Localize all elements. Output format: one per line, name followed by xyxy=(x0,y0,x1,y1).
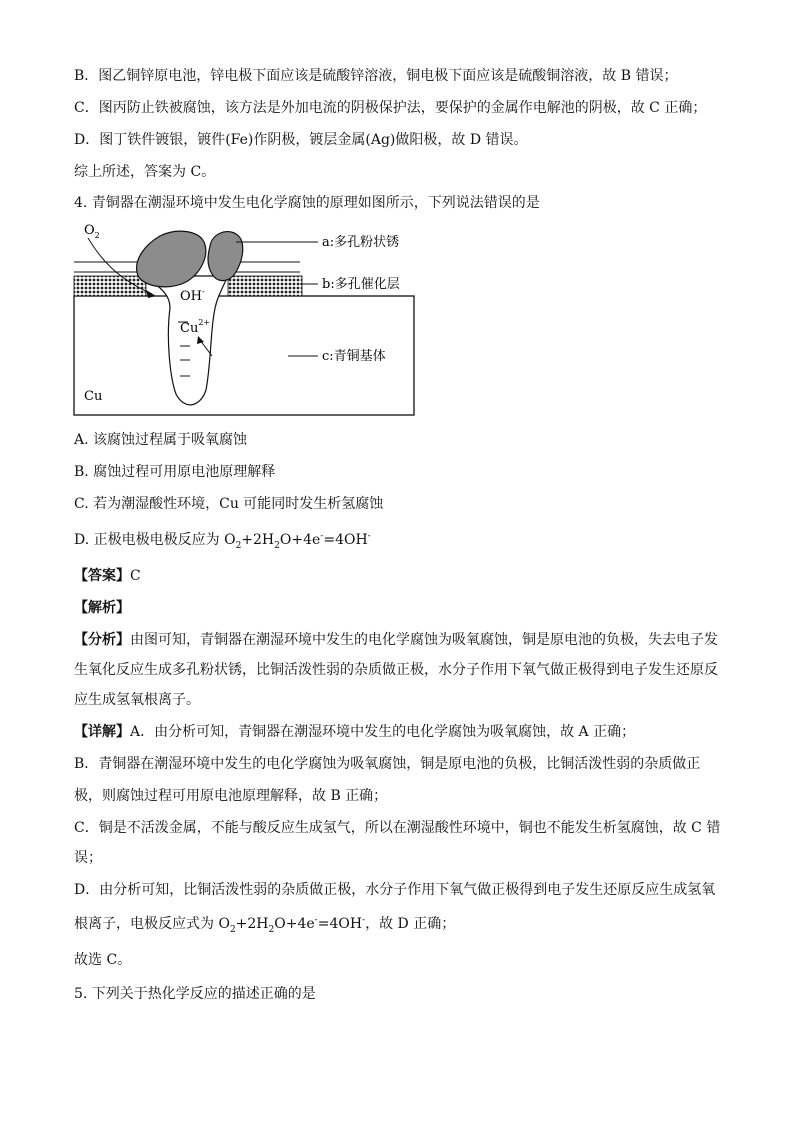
conclusion-line: 综上所述，答案为 C。 xyxy=(74,164,216,180)
corrosion-diagram xyxy=(60,218,420,420)
analysis-para-1: 【分析】由图可知，青铜器在潮湿环境中发生的电化学腐蚀为吸氧腐蚀，铜是原电池的负极，失去电子发 xyxy=(74,632,718,648)
cu-label: Cu xyxy=(84,389,103,404)
detail-d-2: 根离子，电极反应式为 $O_2+2H_2O+4e^-=4OH^-$，故 D 正确； xyxy=(74,915,456,935)
analysis-heading: 【解析】 xyxy=(74,600,130,616)
detail-c-2: 误； xyxy=(74,850,102,866)
analysis-para-3: 应生成氢氧根离子。 xyxy=(74,692,200,708)
explanation-line-b: B．图乙铜锌原电池，锌电极下面应该是硫酸锌溶液，铜电极下面应该是硫酸铜溶液，故 B 错误； xyxy=(74,68,678,84)
porous-catalytic-layer xyxy=(228,276,302,296)
answer-line: 【答案】C xyxy=(74,568,141,584)
option-c: C. 若为潮湿酸性环境，Cu 可能同时发生析氢腐蚀 xyxy=(74,496,384,512)
option-d: D. 正极电极电极反应为 $O_2+2H_2O+4e^-=4OH^-$ xyxy=(74,531,371,551)
label-c: c:青铜基体 xyxy=(322,349,386,364)
o2-label: $O_2$ xyxy=(84,223,100,240)
detail-a: 【详解】A．由分析可知，青铜器在潮湿环境中发生的电化学腐蚀为吸氧腐蚀，故 A 正确； xyxy=(74,724,636,740)
label-a: a:多孔粉状锈 xyxy=(322,235,400,250)
cu2-label: $Cu^{2+}$ xyxy=(180,318,211,336)
analysis-para-2: 生氧化反应生成多孔粉状锈，比铜活泼性弱的杂质做正极，水分子作用下氧气做正极得到电子发生还原反 xyxy=(74,662,718,678)
detail-c-1: C．铜是不活泼金属，不能与酸反应生成氢气，所以在潮湿酸性环境中，铜也不能发生析氢腐蚀，故 C 错 xyxy=(74,820,721,836)
question-4-stem: 4. 青铜器在潮湿环境中发生电化学腐蚀的原理如图所示，下列说法错误的是 xyxy=(74,195,540,211)
detail-d-1: D．由分析可知，比铜活泼性弱的杂质做正极，水分子作用下氧气做正极得到电子发生还原反应生成氢氧 xyxy=(74,882,716,898)
oh-label: OH- xyxy=(180,287,205,304)
question-5-stem: 5. 下列关于热化学反应的描述正确的是 xyxy=(74,986,316,1002)
explanation-line-c: C．图丙防止铁被腐蚀，该方法是外加电流的阴极保护法，要保护的金属作电解池的阴极，故 C 正确； xyxy=(74,100,707,116)
final-choice: 故选 C。 xyxy=(74,952,132,968)
detail-b-1: B．青铜器在潮湿环境中发生的电化学腐蚀为吸氧腐蚀，铜是原电池的负极，比铜活泼性弱的杂质做正 xyxy=(74,756,701,772)
option-a: A. 该腐蚀过程属于吸氧腐蚀 xyxy=(74,432,248,448)
porous-rust-right xyxy=(208,232,243,281)
explanation-line-d: D．图丁铁件镀银，镀件(Fe)作阴极，镀层金属(Ag)做阳极，故 D 错误。 xyxy=(74,132,528,148)
option-b: B. 腐蚀过程可用原电池原理解释 xyxy=(74,464,276,480)
detail-b-2: 极，则腐蚀过程可用原电池原理解释，故 B 正确； xyxy=(74,788,388,804)
label-b: b:多孔催化层 xyxy=(322,277,400,292)
